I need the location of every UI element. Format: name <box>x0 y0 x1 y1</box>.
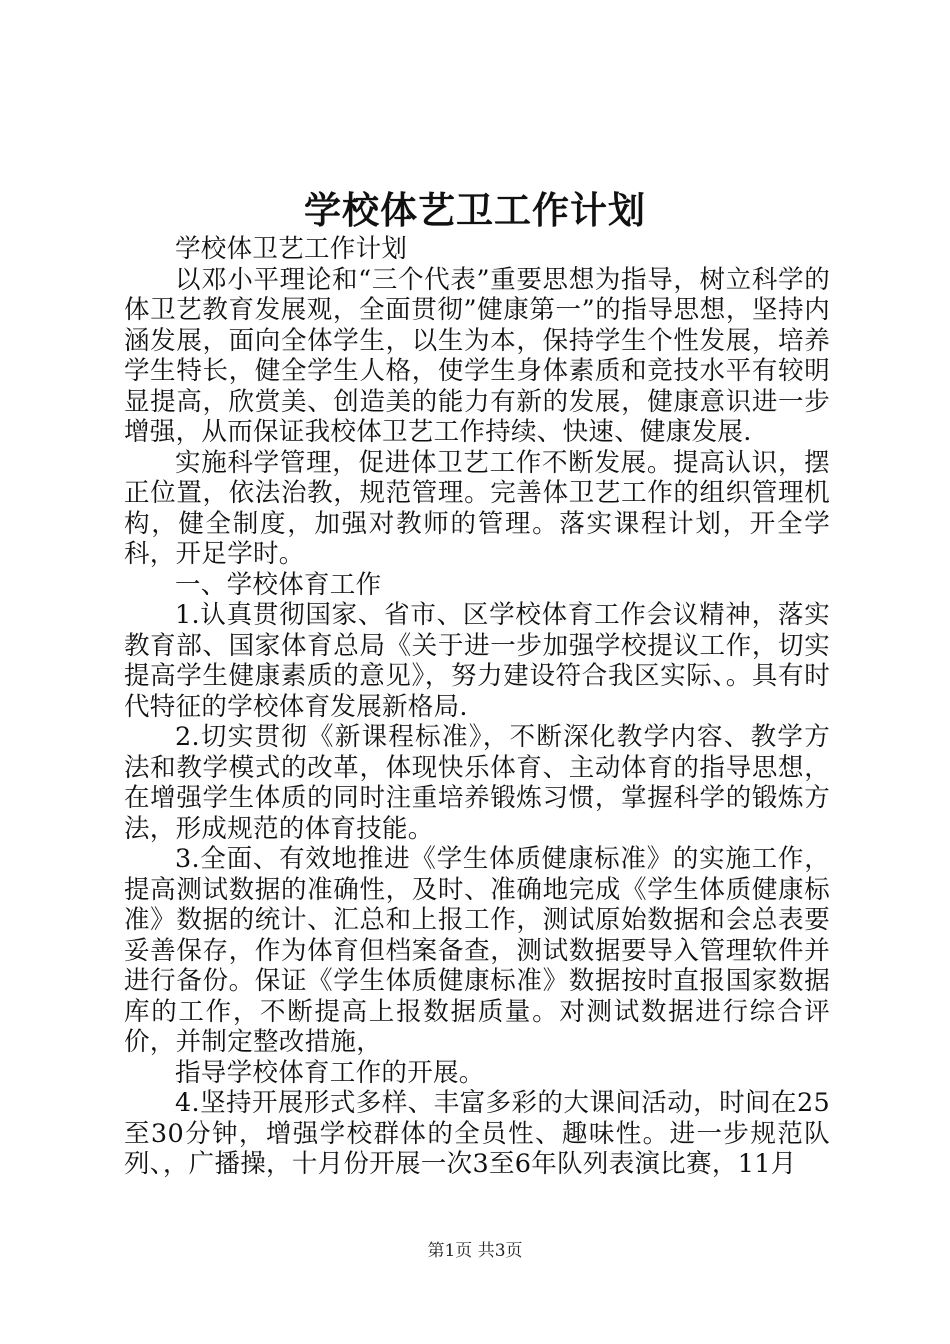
page-number-footer: 第1页 共3页 <box>427 1241 523 1261</box>
paragraph-item-1: 1.认真贯彻国家、省市、区学校体育工作会议精神，落实教育部、国家体育总局《关于进一步加强学校提议工作，切实提高学生健康素质的意见》，努力建设符合我区实际、。具有时代特征的学校体育发展新格局. <box>124 600 830 722</box>
paragraph-item-3: 3.全面、有效地推进《学生体质健康标准》的实施工作，提高测试数据的准确性，及时、准确地完成《学生体质健康标准》数据的统计、汇总和上报工作，测试原始数据和会总表要妥善保存，作为体育但档案备查，测试数据要导入管理软件并进行备份。保证《学生体质健康标准》数据按时直报国家数据库的工作，不断提高上报数据质量。对测试数据进行综合评价，并制定整改措施， <box>124 844 830 1057</box>
paragraph-management: 实施科学管理，促进体卫艺工作不断发展。提高认识，摆正位置，依法治教，规范管理。完善体卫艺工作的组织管理机构，健全制度，加强对教师的管理。落实课程计划，开全学科，开足学时。 <box>124 447 830 569</box>
paragraph-item-4: 4.坚持开展形式多样、丰富多彩的大课间活动，时间在25至30分钟，增强学校群体的全员性、趣味性。进一步规范队列、，广播操，十月份开展一次3至6年队列表演比赛，11月 <box>124 1088 830 1179</box>
paragraph-item-2: 2.切实贯彻《新课程标准》，不断深化教学内容、教学方法和教学模式的改革，体现快乐体育、主动体育的指导思想，在增强学生体质的同时注重培养锻炼习惯，掌握科学的锻炼方法，形成规范的体育技能。 <box>124 722 830 844</box>
paragraph-subtitle: 学校体卫艺工作计划 <box>175 234 408 264</box>
paragraph-item-3-continued: 指导学校体育工作的开展。 <box>175 1057 485 1088</box>
document-body <box>124 234 830 1180</box>
paragraph-guiding-ideology: 以邓小平理论和“三个代表”重要思想为指导，树立科学的体卫艺教育发展观，全面贯彻”健康第一”的指导思想，坚持内涵发展，面向全体学生，以生为本，保持学生个性发展，培养学生特长，健全学生人格，使学生身体素质和竞技水平有较明显提高，欣赏美、创造美的能力有新的发展，健康意识进一步增强，从而保证我校体卫艺工作持续、快速、健康发展. <box>124 264 830 447</box>
section-heading-pe: 一、学校体育工作 <box>175 569 382 600</box>
document-title: 学校体艺卫工作计划 <box>304 188 646 232</box>
